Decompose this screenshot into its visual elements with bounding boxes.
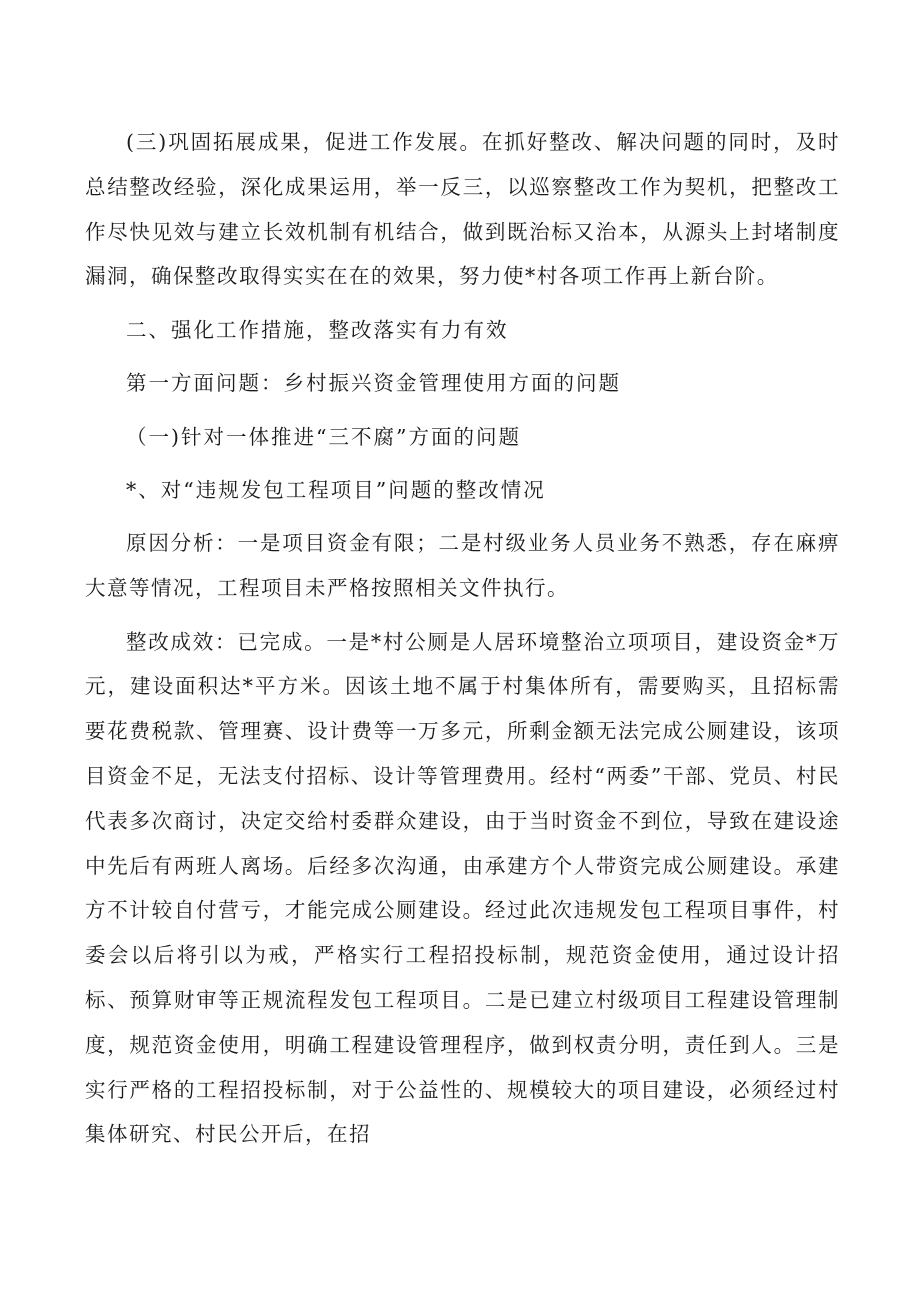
issue-heading-funds-management: 第一方面问题：乡村振兴资金管理使用方面的问题 [126, 371, 621, 396]
item-heading-illegal-contracting: *、对“违规发包工程项目”问题的整改情况 [126, 477, 546, 502]
document-body [85, 120, 840, 1157]
sub-heading-three-no-corruption: （一)针对一体推进“三不腐”方面的问题 [126, 424, 521, 449]
paragraph-consolidate-results: (三)巩固拓展成果，促进工作发展。在抓好整改、解决问题的同时，及时总结整改经验，深化成果运用，举一反三，以巡察整改工作为契机，把整改工作尽快见效与建立长效机制有机结合，做到既治标又治本，从源头上封堵制度漏洞，确保整改取得实实在在的效果，努力使*村各项工作再上新台阶。 [85, 130, 840, 289]
paragraph-cause-analysis: 原因分析：一是项目资金有限；二是村级业务人员业务不熟悉，存在麻痹大意等情况，工程项目未严格按照相关文件执行。 [85, 531, 840, 601]
paragraph-rectification-results: 整改成效：已完成。一是*村公厕是人居环境整治立项项目，建设资金*万元，建设面积达*平方米。因该土地不属于村集体所有，需要购买，且招标需要花费税款、管理赛、设计费等一万多元，所剩金额无法完成公厕建设，该项目资金不足，无法支付招标、设计等管理费用。经村“两委”干部、党员、村民代表多次商讨，决定交给村委群众建设，由于当时资金不到位，导致在建设途中先后有两班人离场。后经多次沟通，由承建方个人带资完成公厕建设。承建方不计较自付营亏，才能完成公厕建设。经过此次违规发包工程项目事件，村委会以后将引以为戒，严格实行工程招投标制，规范资金使用，通过设计招标、预算财审等正规流程发包工程项目。二是已建立村级项目工程建设管理制度，规范资金使用，明确工程建设管理程序，做到权责分明，责任到人。三是实行严格的工程招投标制，对于公益性的、规模较大的项目建设，必须经过村集体研究、村民公开后，在招 [85, 629, 840, 1147]
section-heading-measures: 二、强化工作措施，整改落实有力有效 [126, 317, 509, 342]
